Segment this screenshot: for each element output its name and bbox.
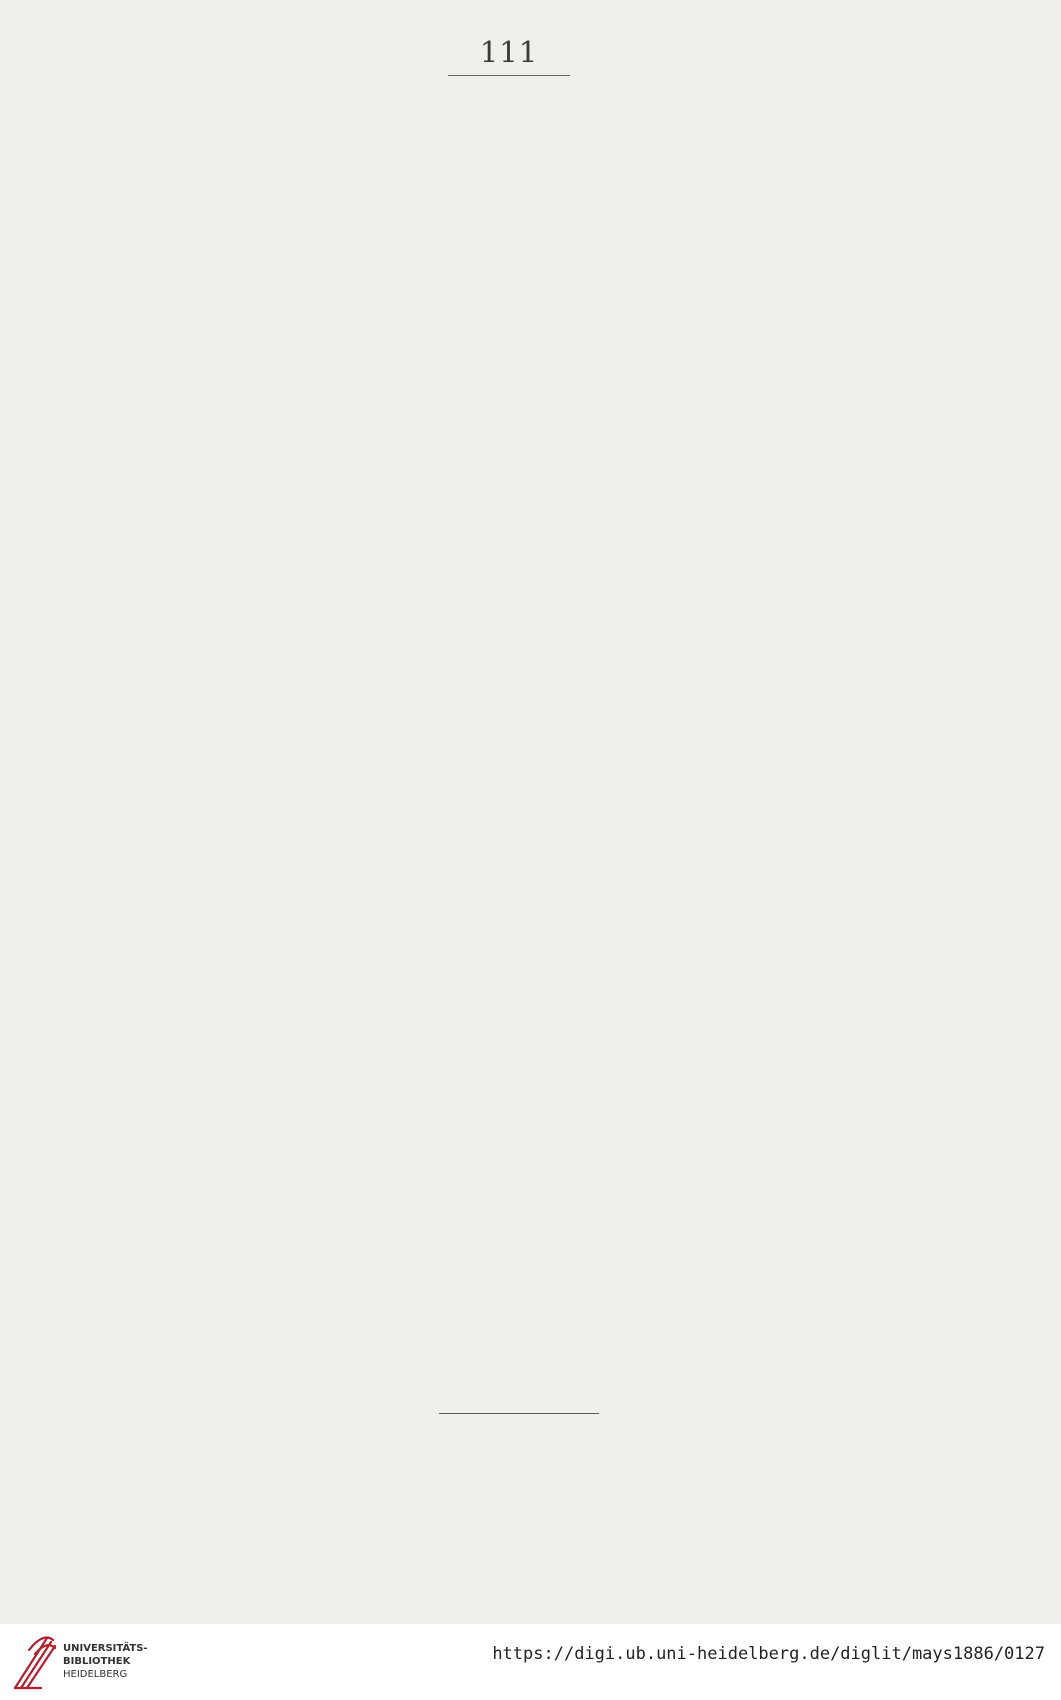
source-url-link[interactable]: https://digi.ub.uni-heidelberg.de/diglit/mays1886/0127 [492,1644,1045,1664]
bottom-rule [439,1413,599,1414]
page-number-rule [448,75,570,76]
library-logo-icon [11,1630,59,1692]
library-name: UNIVERSITÄTS- BIBLIOTHEK HEIDELBERG [63,1643,148,1680]
page-number: 111 [479,35,539,69]
footer-bar [0,1624,1061,1700]
